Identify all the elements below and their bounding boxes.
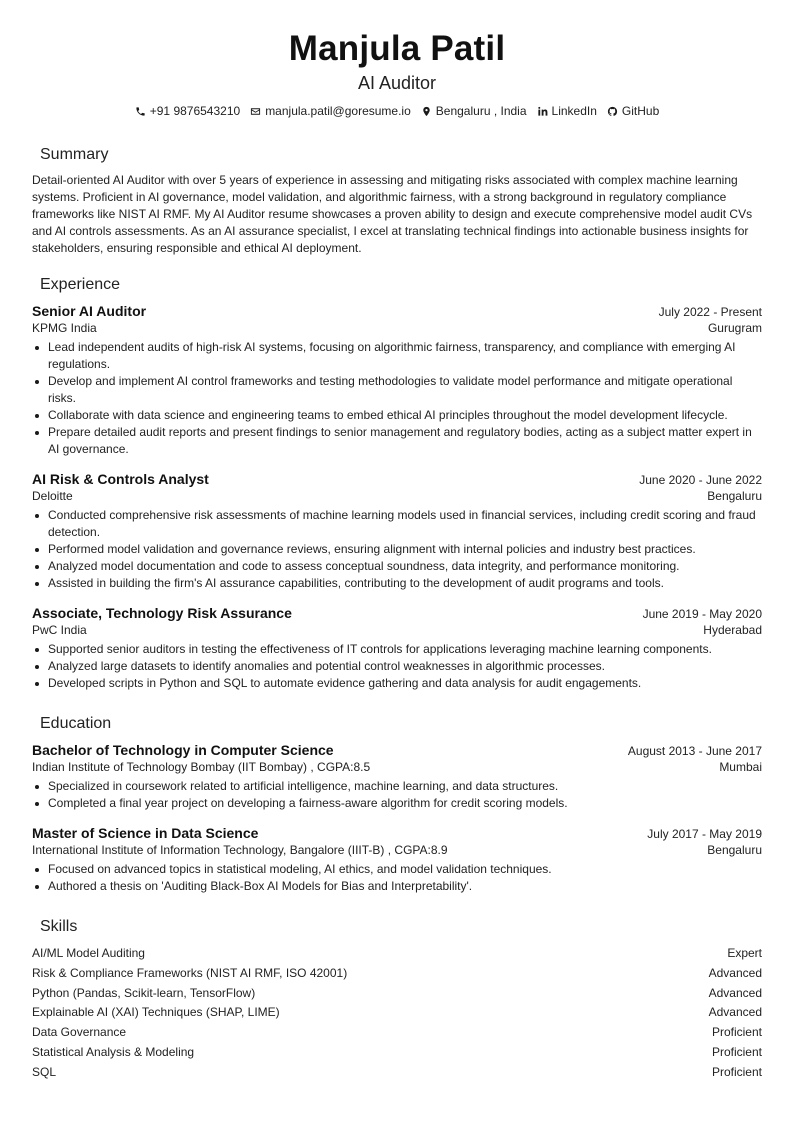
list-item: Completed a final year project on developing a fairness-aware algorithm for credit scoring models. — [48, 795, 762, 812]
candidate-name: Manjula Patil — [288, 29, 506, 68]
contact-email[interactable] — [250, 103, 411, 119]
github-text: GitHub — [621, 104, 660, 118]
candidate-role: AI Auditor — [357, 73, 437, 93]
job-location: Gurugram — [707, 321, 762, 335]
skill-row — [32, 1063, 762, 1083]
list-item: Focused on advanced topics in statistical modeling, AI ethics, and model validation techniques. — [48, 861, 762, 878]
skill-name: Data Governance — [32, 1025, 127, 1040]
job-dates: June 2020 - June 2022 — [639, 473, 762, 487]
job-bullets — [32, 339, 762, 458]
resume-header — [32, 0, 762, 119]
skills-heading: Skills — [40, 918, 78, 935]
skill-row — [32, 1043, 762, 1063]
email-text: manjula.patil@goresume.io — [265, 104, 411, 118]
github-icon — [607, 106, 618, 117]
degree-dates: August 2013 - June 2017 — [627, 744, 762, 758]
skill-name: Explainable AI (XAI) Techniques (SHAP, LIME) — [32, 1005, 280, 1020]
skill-level: Advanced — [708, 1005, 762, 1020]
skill-level: Proficient — [711, 1064, 762, 1079]
school-location: Mumbai — [719, 760, 762, 774]
skills-section — [32, 917, 762, 1083]
education-bullets — [32, 778, 762, 812]
skill-row — [32, 944, 762, 964]
school-name: International Institute of Information Technology, Bangalore (IIIT-B) , CGPA:8.9 — [32, 843, 448, 857]
list-item: Analyzed large datasets to identify anomalies and potential control weaknesses in algorithmic processes. — [48, 658, 762, 675]
company-name: KPMG India — [32, 321, 97, 335]
degree-title: Master of Science in Data Science — [32, 825, 259, 841]
location-pin-icon — [421, 106, 432, 117]
skill-name: Risk & Compliance Frameworks (NIST AI RMF, ISO 42001) — [32, 965, 348, 980]
summary-heading: Summary — [40, 146, 109, 163]
job-title: Associate, Technology Risk Assurance — [32, 605, 292, 621]
contact-linkedin[interactable] — [537, 103, 597, 119]
summary-section — [32, 145, 762, 257]
experience-section — [32, 275, 762, 692]
skill-level: Expert — [727, 946, 762, 960]
education-section — [32, 714, 762, 895]
education-entry — [32, 741, 762, 812]
location-text: Bengaluru , India — [435, 104, 527, 118]
company-name: PwC India — [32, 623, 87, 637]
skill-name: Python (Pandas, Scikit-learn, TensorFlow) — [32, 985, 256, 1000]
job-location: Bengaluru — [707, 489, 762, 503]
education-heading: Education — [40, 715, 112, 732]
phone-icon — [135, 106, 146, 117]
skill-level: Proficient — [711, 1044, 762, 1059]
job-location: Hyderabad — [703, 623, 762, 637]
degree-dates: July 2017 - May 2019 — [647, 827, 762, 841]
linkedin-icon — [537, 106, 548, 117]
contact-phone[interactable] — [135, 103, 240, 119]
experience-heading: Experience — [40, 276, 121, 293]
company-name: Deloitte — [32, 489, 73, 503]
school-name: Indian Institute of Technology Bombay (IIT Bombay) , CGPA:8.5 — [32, 760, 371, 774]
experience-entry — [32, 604, 762, 692]
school-location: Bengaluru — [707, 843, 762, 857]
job-bullets — [32, 507, 762, 592]
skill-row — [32, 964, 762, 984]
job-dates: July 2022 - Present — [658, 305, 762, 319]
list-item: Supported senior auditors in testing the effectiveness of IT controls for applications leveraging machine learning components. — [48, 641, 762, 658]
list-item: Developed scripts in Python and SQL to automate evidence gathering and data analysis for audit engagements. — [48, 675, 762, 692]
job-title: Senior AI Auditor — [32, 303, 147, 319]
skill-level: Advanced — [708, 965, 762, 980]
education-bullets — [32, 861, 762, 895]
list-item: Conducted comprehensive risk assessments of machine learning models used in financial services, including credit scoring and fraud detection. — [48, 507, 762, 541]
linkedin-text: LinkedIn — [551, 104, 597, 118]
list-item: Analyzed model documentation and code to assess conceptual soundness, data integrity, and performance monitoring. — [48, 558, 762, 575]
contact-bar — [32, 103, 762, 119]
skill-name: Statistical Analysis & Modeling — [32, 1044, 195, 1059]
skill-name: SQL — [32, 1064, 57, 1079]
contact-location — [421, 103, 527, 119]
job-bullets — [32, 641, 762, 692]
degree-title: Bachelor of Technology in Computer Science — [32, 742, 334, 758]
skill-row — [32, 1023, 762, 1043]
list-item: Specialized in coursework related to artificial intelligence, machine learning, and data structures. — [48, 778, 762, 795]
list-item: Develop and implement AI control frameworks and testing methodologies to validate model performance and mitigate operational risks. — [48, 373, 762, 407]
experience-entry — [32, 302, 762, 458]
skill-level: Proficient — [711, 1025, 762, 1040]
list-item: Assisted in building the firm's AI assurance capabilities, contributing to the development of audit programs and tools. — [48, 575, 762, 592]
experience-entry — [32, 470, 762, 592]
skill-row — [32, 1003, 762, 1023]
list-item: Collaborate with data science and engineering teams to embed ethical AI principles throughout the model development lifecycle. — [48, 407, 762, 424]
list-item: Prepare detailed audit reports and present findings to senior management and regulatory bodies, acting as a subject matter expert in AI governance. — [48, 424, 762, 458]
summary-text: Detail-oriented AI Auditor with over 5 years of experience in assessing and mitigating risks associated with complex machine learning systems. Proficient in AI governance, model validation, and algorithmic fairness, with a strong background in regulatory compliance frameworks like NIST AI RMF. My AI Auditor resume showcases a proven ability to design and execute comprehensive model audit CVs and AI controls assessments. As an AI assurance specialist, I excel at translating technical findings into actionable business insights for stakeholders, ensuring responsible and ethical AI deployment. — [32, 173, 753, 255]
list-item: Lead independent audits of high-risk AI systems, focusing on algorithmic fairness, transparency, and compliance with emerging AI regulations. — [48, 339, 762, 373]
list-item: Authored a thesis on 'Auditing Black-Box AI Models for Bias and Interpretability'. — [48, 878, 762, 895]
job-dates: June 2019 - May 2020 — [642, 607, 762, 621]
education-entry — [32, 824, 762, 895]
job-title: AI Risk & Controls Analyst — [32, 471, 209, 487]
skill-name: AI/ML Model Auditing — [32, 946, 145, 960]
mail-icon — [250, 106, 261, 117]
skill-row — [32, 984, 762, 1004]
skill-level: Advanced — [708, 985, 762, 1000]
contact-github[interactable] — [607, 103, 659, 119]
phone-text: +91 9876543210 — [149, 104, 241, 118]
list-item: Performed model validation and governance reviews, ensuring alignment with internal policies and industry best practices. — [48, 541, 762, 558]
